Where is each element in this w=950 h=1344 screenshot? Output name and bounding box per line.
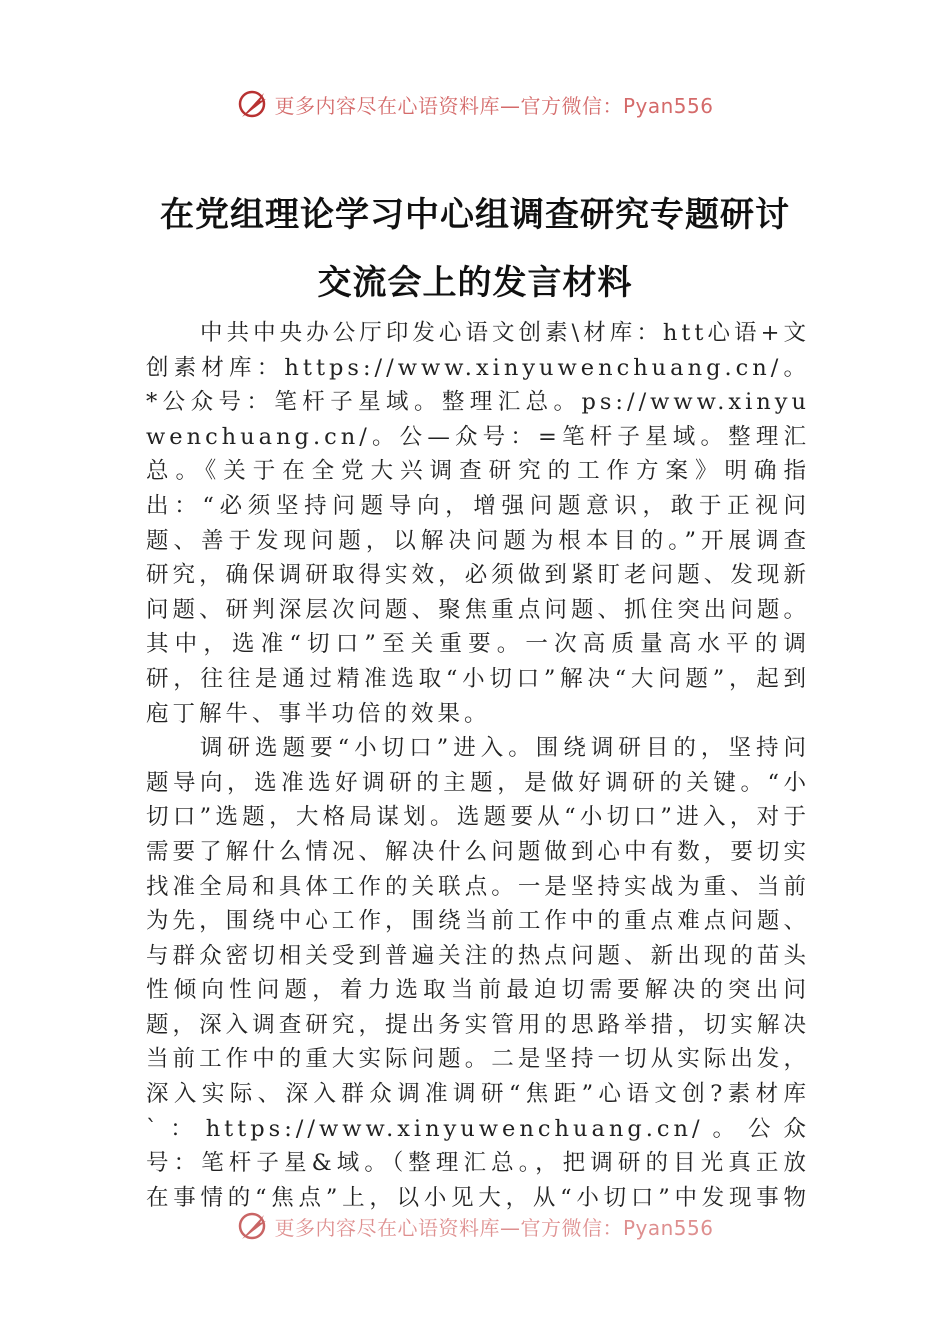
paragraph-1: 中共中央办公厅印发心语文创素\材库：htt心语+文创素材库：https://www.xinyuwenchuang.cn/。*公众号：笔杆子星域。整理汇总。ps://www.xinyuwenchuang.cn/。公—众号：=笔杆子星域。整理汇总。《关于在全党大兴调查研究的工作方案》明确指出：“必须坚持问题导向，增强问题意识，敢于正视问题、善于发现问题，以解决问题为根本目的。”开展调查研究，确保调研取得实效，必须做到紧盯老问题、发现新问题、研判深层次问题、聚焦重点问题、抓住突出问题。其中，选准“切口”至关重要。一次高质量高水平的调研，往往是通过精准选取“小切口”解决“大问题”，起到庖丁解牛、事半功倍的效果。 — [146, 320, 810, 727]
header-watermark — [0, 84, 950, 124]
footer-watermark — [0, 1206, 950, 1246]
footer-watermark-text: 更多内容尽在心语资料库—官方微信：Pyan556 — [274, 1215, 714, 1240]
header-watermark-text: 更多内容尽在心语资料库—官方微信：Pyan556 — [274, 93, 714, 118]
paragraph-2: 调研选题要“小切口”进入。围绕调研目的，坚持问题导向，选准选好调研的主题，是做好调研的关键。“小切口”选题，大格局谋划。选题要从“小切口”进入，对于需要了解什么情况、解决什么问题做到心中有数，要切实找准全局和具体工作的关联点。一是坚持实战为重、当前为先，围绕中心工作，围绕当前工作中的重点难点问题、与群众密切相关受到普遍关注的热点问题、新出现的苗头性倾向性问题，着力选取当前最迫切需要解决的突出问题，深入调查研究，提出务实管用的思路举措，切实解决当前工作中的重大实际问题。二是坚持一切从实际出发，深入实际、深入群众调准调研“焦距”心语文创?素材库`：https://www.xinyuwenchuang.cn/。公众号：笔杆子星&域。（整理汇总。，把调研的目光真正放在事情的“焦点”上，以小见大，从“小切口”中发现事物 — [146, 735, 810, 1211]
quill-logo-icon — [236, 1209, 270, 1243]
document-body — [146, 316, 810, 1216]
document-title-line1: 在党组理论学习中心组调查研究专题研讨 — [160, 195, 790, 235]
document-title-line2: 交流会上的发言材料 — [317, 263, 633, 303]
quill-logo-icon — [236, 87, 270, 121]
